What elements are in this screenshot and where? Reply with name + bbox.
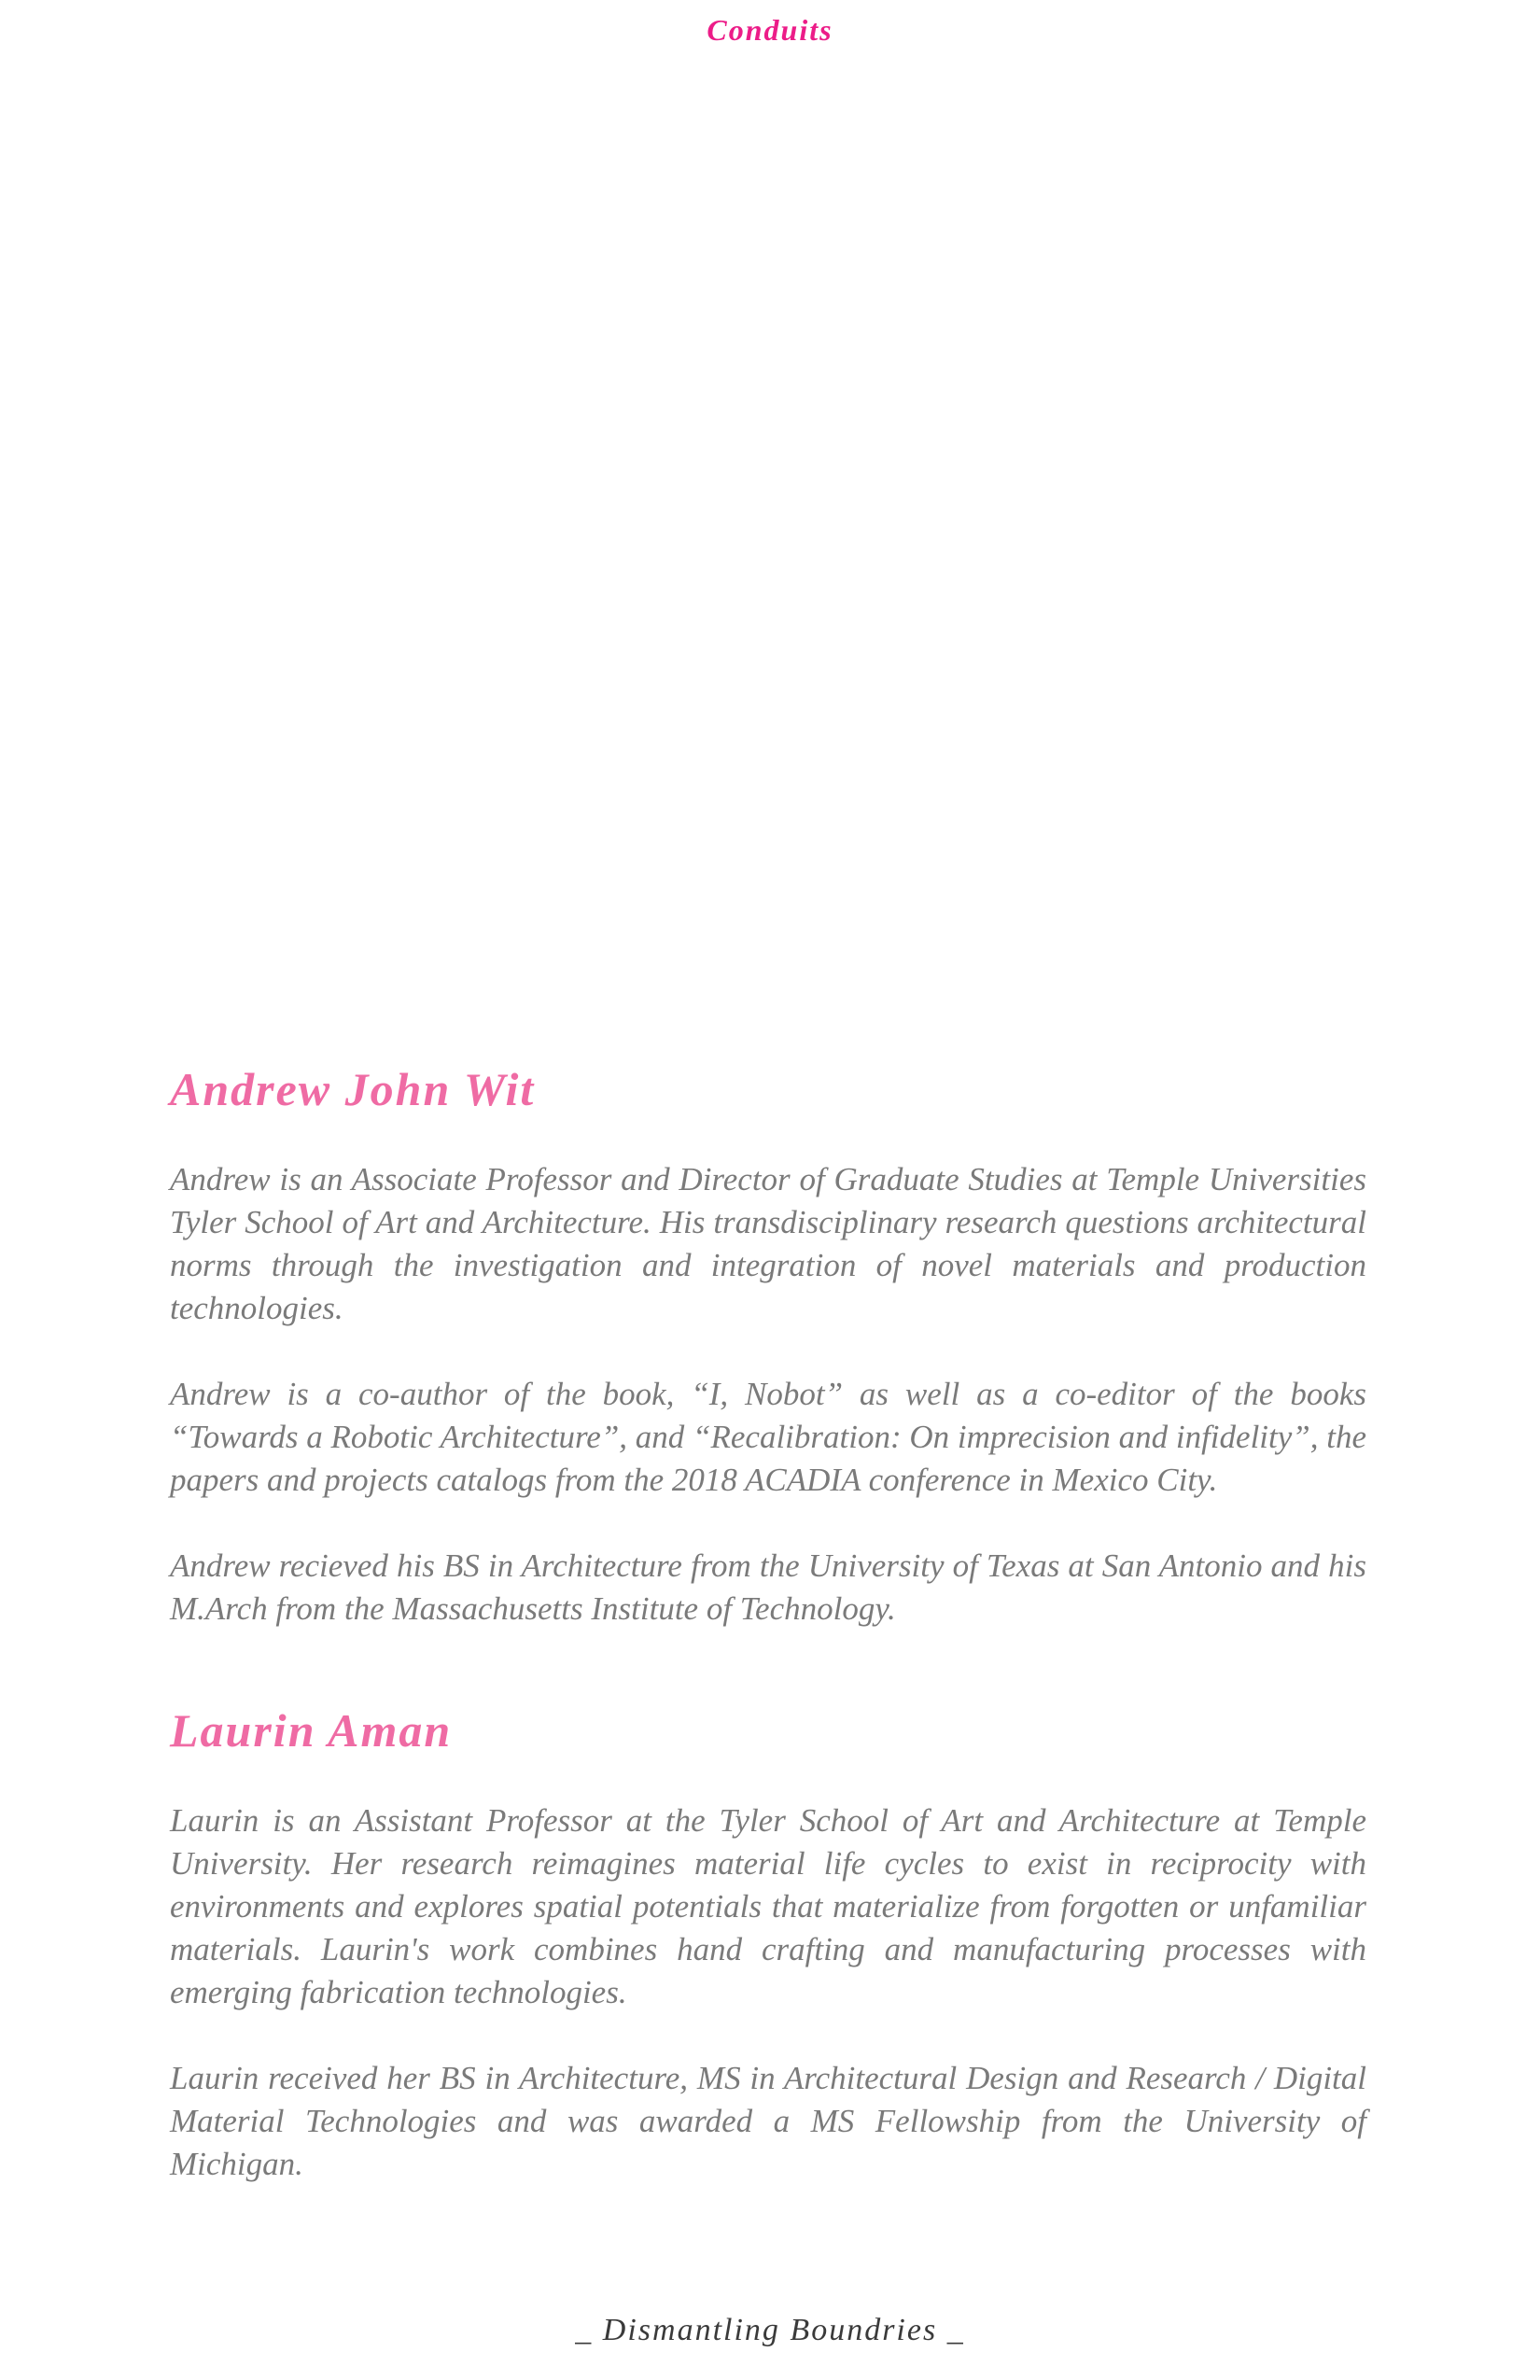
bio-paragraph-andrew-3: Andrew recieved his BS in Architecture from the University of Texas at San Antonio and his M.Arch from the Massachusetts Institute of Technology. [170,1547,1366,1627]
bio-heading-andrew-john-wit: Andrew John Wit [170,1063,536,1115]
bio-paragraph-andrew-2: Andrew is a co-author of the book, “I, Nobot” as well as a co-editor of the books “Towards a Robotic Architecture”, and “Recalibration: On imprecision and infidelity”, the papers and projects catalogs from the 2018 ACADIA conference in Mexico City. [170,1376,1366,1498]
bio-paragraph-laurin-1: Laurin is an Assistant Professor at the Tyler School of Art and Architecture at Temple University. Her research reimagines material life cycles to exist in reciprocity with environments and explores spatial potentials that materialize from forgotten or unfamiliar materials. Laurin's work combines hand crafting and manufacturing processes with emerging fabrication technologies. [170,1802,1366,2010]
bio-paragraph-andrew-1: Andrew is an Associate Professor and Director of Graduate Studies at Temple Universities Tyler School of Art and Architecture. His transdisciplinary research questions architectural norms through the investigation and integration of novel materials and production technologies. [170,1161,1366,1326]
running-footer-title: _ Dismantling Boundries _ [575,2313,965,2347]
bio-paragraph-laurin-2: Laurin received her BS in Architecture, MS in Architectural Design and Research / Digital Material Technologies and was awarded a MS Fellowship from the University of Michigan. [170,2060,1366,2182]
running-header-title: Conduits [707,13,833,47]
bio-heading-laurin-aman: Laurin Aman [170,1704,453,1757]
bio-content [170,1064,1366,2186]
